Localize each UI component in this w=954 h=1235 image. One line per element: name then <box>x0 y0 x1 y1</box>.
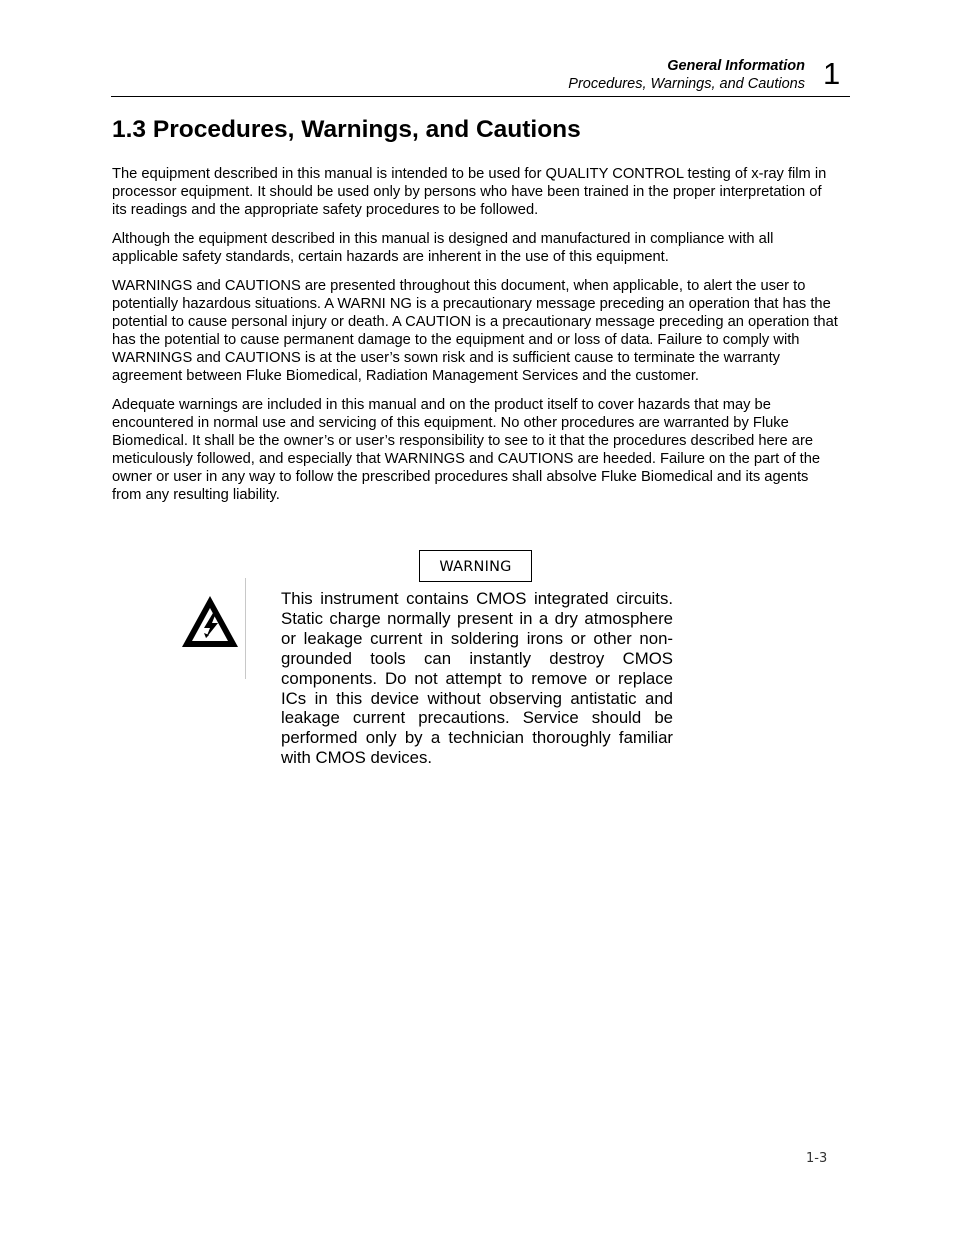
paragraph: Adequate warnings are included in this manual and on the product itself to cover hazards that may be encountered in normal use and servicing of this equipment. No other procedures are warranted by Fluke Biomedical. It shall be the owner’s or user’s responsibility to see to it that the procedures described here are meticulously followed, and especially that WARNINGS and CAUTIONS are heeded. Failure on the part of the owner or user in any way to follow the prescribed procedures shall absolve Fluke Biomedical and its agents from any resulting liability. <box>112 397 821 503</box>
high-voltage-warning-icon <box>179 593 241 650</box>
header-divider <box>111 96 850 97</box>
warning-text: This instrument contains CMOS integrated circuits. Static charge normally present in a dry atmosphere or leakage current in soldering irons or other non-grounded tools can instantly destroy CMOS components. Do not attempt to remove or replace ICs in this device without observing antistatic and leakage current precautions. Service should be performed only by a technician thoroughly familiar with CMOS devices. <box>281 589 673 768</box>
paragraph: Although the equipment described in this manual is designed and manufactured in compliance with all applicable safety standards, certain hazards are inherent in the use of this equipment. <box>112 231 774 265</box>
warning-label: WARNING <box>419 550 532 582</box>
page-number: 1-3 <box>806 1151 828 1166</box>
running-header <box>568 57 805 93</box>
page-title: 1.3 Procedures, Warnings, and Cautions <box>112 116 581 143</box>
body-text <box>112 165 840 515</box>
header-section-title: General Information <box>667 58 805 74</box>
paragraph: WARNINGS and CAUTIONS are presented throughout this document, when applicable, to alert the user to potentially hazardous situations. A WARNI NG is a precautionary message preceding an operation that has the potential to cause personal injury or death. A CAUTION is a precautionary message preceding an operation that has the potential to cause permanent damage to the equipment and or loss of data. Failure to comply with WARNINGS and CAUTIONS is at the user’s sown risk and is sufficient cause to terminate the warranty agreement between Fluke Biomedical, Radiation Management Services and the customer. <box>112 278 838 384</box>
chapter-number: 1 <box>823 56 841 91</box>
paragraph: The equipment described in this manual is intended to be used for QUALITY CONTROL testing of x-ray film in processor equipment. It should be used only by persons who have been trained in the proper interpretation of its readings and the appropriate safety procedures to be followed. <box>112 166 827 218</box>
header-subsection-title: Procedures, Warnings, and Cautions <box>568 76 805 92</box>
warning-divider <box>245 578 246 679</box>
